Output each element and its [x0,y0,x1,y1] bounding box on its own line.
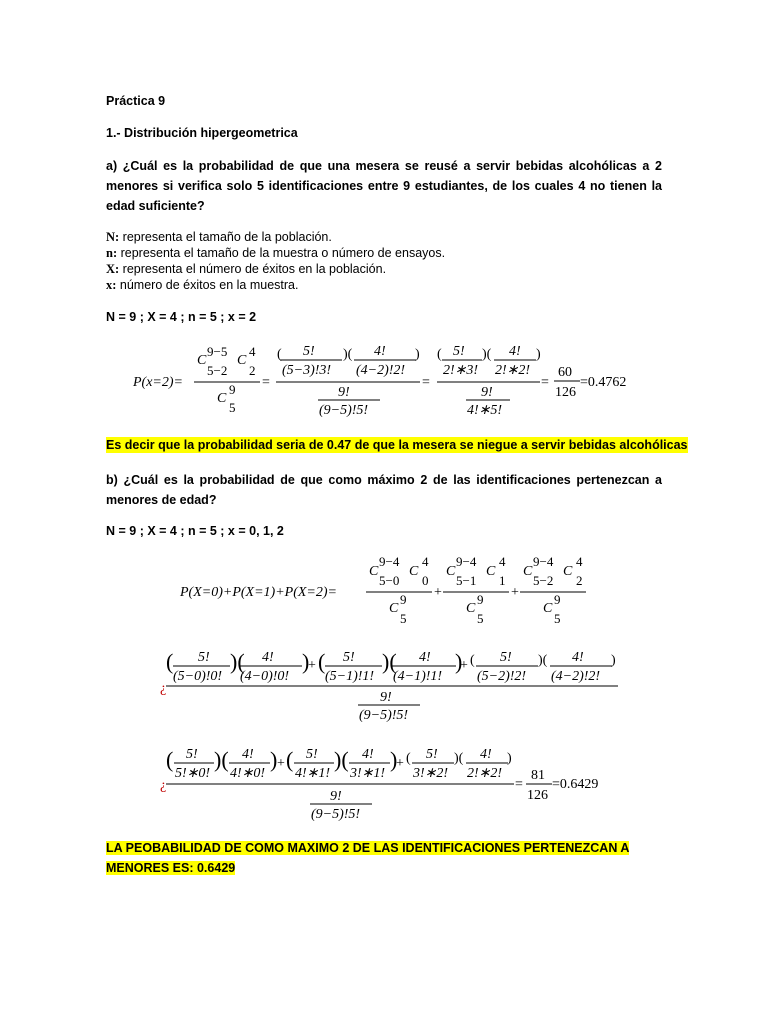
fraction-numerator: 60 [558,365,572,380]
fact-den: 5!∗0! [175,766,211,781]
paren: )( [214,747,229,772]
formula-b-line2 [160,649,618,723]
plus-sign: + [396,756,404,771]
fact-den: 2!∗3! [443,363,479,378]
comb-symbol: C [197,353,207,368]
fact-num: 4! [509,344,521,359]
comb-sub: 5−2 [207,363,228,378]
fact-num: 5! [426,747,438,762]
paren: ) [611,653,616,668]
paren: ) [302,649,310,674]
paren: )( [230,649,245,674]
comb-sub: 5−2 [533,573,554,588]
fact-den: 4!∗0! [230,766,266,781]
comb-sup: 4 [499,554,506,569]
fact-den: (9−5)!5! [319,403,369,418]
comb-sub: 5 [477,611,484,626]
comb-sup: 4 [249,344,256,359]
formula-b-lhs: P(X=0)+P(X=1)+P(X=2)= [180,585,337,600]
paren: ) [415,347,420,362]
fact-num: 4! [419,650,431,665]
comb-symbol: C [237,353,247,368]
comb-sub: 5−1 [456,573,477,588]
fact-den: (4−2)!2! [356,363,406,378]
equals-sign: = [541,375,549,390]
paren: )( [482,347,492,362]
fact-num: 4! [374,344,386,359]
section-heading: 1.- Distribución hipergeometrica [106,126,298,140]
comb-sub: 5−0 [379,573,400,588]
fact-num: 9! [380,690,392,705]
comb-sup: 9 [477,592,484,607]
fact-den: (9−5)!5! [311,807,361,822]
fact-den: 3!∗1! [350,766,386,781]
paren: ) [270,747,278,772]
comb-sup: 9−4 [379,554,400,569]
paren: )( [454,751,464,766]
comb-sub: 1 [499,573,506,588]
plus-sign: + [511,585,519,600]
page-title: Práctica 9 [106,94,166,108]
comb-sub: 0 [422,573,429,588]
comb-symbol: C [446,564,456,579]
equals-sign: = [262,375,270,390]
comb-sup: 4 [422,554,429,569]
paren: ) [390,747,398,772]
definition-X: X: representa el número de éxitos en la población. [106,262,387,276]
formula-b-line3 [160,747,598,822]
question-b: b) ¿Cuál es la probabilidad de que como máximo 2 de las identificaciones pertenezcan a menores de edad? [106,473,662,507]
comb-sub: 5 [229,400,236,415]
comb-sub: 2 [576,573,583,588]
params-a: N = 9 ; X = 4 ; n = 5 ; x = 2 [106,310,257,324]
paren: ( [166,649,174,674]
comb-symbol: C [486,564,496,579]
paren: ( [277,347,282,362]
fact-den: 2!∗2! [467,766,503,781]
paren: )( [334,747,349,772]
definition-x: x: número de éxitos en la muestra. [106,278,299,292]
comb-sup: 9 [554,592,561,607]
comb-symbol: C [217,391,227,406]
paren: ( [437,347,442,362]
comb-sub: 5 [554,611,561,626]
fact-num: 5! [453,344,465,359]
paren: )( [538,653,548,668]
fact-num: 5! [198,650,210,665]
formula-b-line1 [179,554,586,626]
comb-sup: 9 [400,592,407,607]
comb-sup: 9−4 [533,554,554,569]
fact-num: 5! [303,344,315,359]
comb-symbol: C [563,564,573,579]
paren: ( [406,751,411,766]
fact-num: 9! [330,789,342,804]
fact-den: (5−2)!2! [477,669,527,684]
fact-den: (5−3)!3! [282,363,332,378]
comb-sub: 2 [249,363,256,378]
comb-symbol: C [409,564,419,579]
fact-num: 5! [186,747,198,762]
comb-symbol: C [466,601,476,616]
fact-num: 5! [343,650,355,665]
comb-sub: 5 [400,611,407,626]
comb-sup: 9−4 [456,554,477,569]
comb-sup: 4 [576,554,583,569]
fact-num: 9! [338,385,350,400]
fact-num: 9! [481,385,493,400]
fact-num: 4! [262,650,274,665]
unknown-glyph: ¿ [160,681,167,696]
paren: ( [470,653,475,668]
fact-num: 4! [480,747,492,762]
paren: ) [507,751,512,766]
fact-den: 2!∗2! [495,363,531,378]
fraction-numerator: 81 [531,768,545,783]
fact-den: (4−1)!1! [393,669,443,684]
fact-den: 4!∗1! [295,766,331,781]
fact-num: 4! [242,747,254,762]
definition-N: N: representa el tamaño de la población. [106,230,332,244]
fact-num: 5! [500,650,512,665]
fact-den: (4−0)!0! [240,669,290,684]
equals-sign: = [422,375,430,390]
paren: ( [318,649,326,674]
paren: )( [382,649,397,674]
answer-b: LA PEOBABILIDAD DE COMO MAXIMO 2 DE LAS IDENTIFICACIONES PERTENEZCAN A MENORES ES: 0.6429 [106,841,630,875]
formula-a [132,344,626,418]
unknown-glyph: ¿ [160,778,167,793]
paren: ) [455,649,463,674]
paren: ) [536,347,541,362]
plus-sign: + [308,658,316,673]
comb-symbol: C [369,564,379,579]
fact-den: (5−0)!0! [173,669,223,684]
params-b: N = 9 ; X = 4 ; n = 5 ; x = 0, 1, 2 [106,524,284,538]
plus-sign: + [434,585,442,600]
plus-sign: + [460,658,468,673]
fact-den: 3!∗2! [413,766,449,781]
answer-a: Es decir que la probabilidad seria de 0.47 de que la mesera se niegue a servir bebidas alcohólicas [106,438,688,452]
formula-a-result: =0.4762 [580,375,627,390]
fact-den: 4!∗5! [467,403,503,418]
fraction-denominator: 126 [527,788,548,803]
formula-a-lhs: P(x=2)= [133,375,183,390]
paren: ( [166,747,174,772]
comb-symbol: C [389,601,399,616]
fraction-denominator: 126 [555,385,576,400]
comb-symbol: C [543,601,553,616]
comb-sup: 9 [229,382,236,397]
fact-num: 4! [572,650,584,665]
fact-den: (9−5)!5! [359,708,409,723]
definition-n: n: representa el tamaño de la muestra o número de ensayos. [106,246,446,260]
fact-den: (5−1)!1! [325,669,375,684]
comb-sup: 9−5 [207,344,228,359]
formula-b-result: =0.6429 [552,777,599,792]
equals-sign: = [515,777,523,792]
paren: )( [343,347,353,362]
paren: ( [286,747,294,772]
question-a: a) ¿Cuál es la probabilidad de que una mesera se reusé a servir bebidas alcohólicas a 2 menores si verifica solo 5 identificaciones entre 9 estudiantes, de los cuales 4 no tienen la edad suficiente? [106,159,662,213]
fact-num: 4! [362,747,374,762]
fact-den: (4−2)!2! [551,669,601,684]
fact-num: 5! [306,747,318,762]
plus-sign: + [277,756,285,771]
comb-symbol: C [523,564,533,579]
